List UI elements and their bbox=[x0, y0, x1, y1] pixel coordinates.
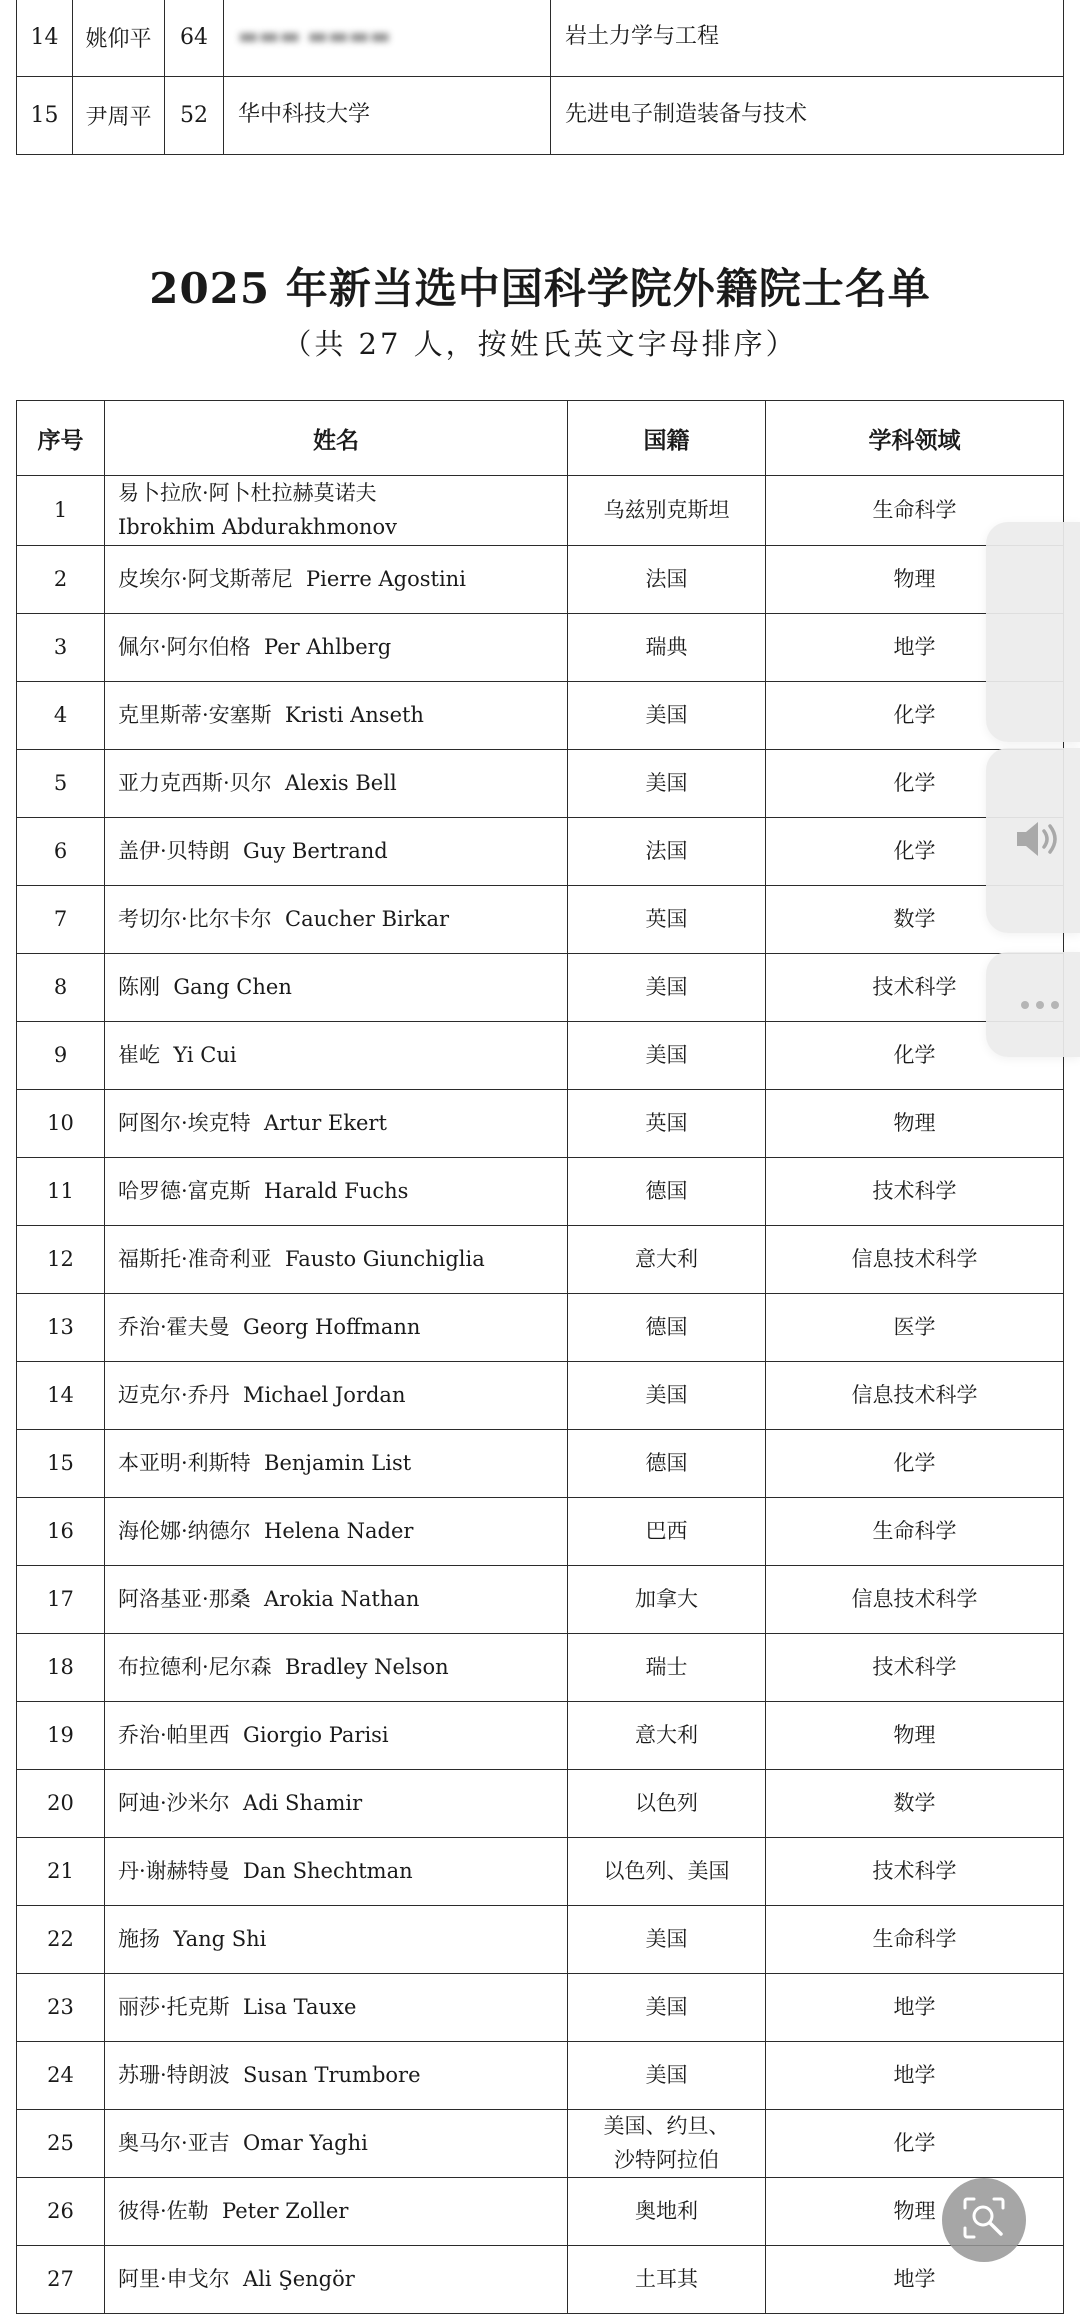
row-name bbox=[105, 750, 568, 818]
name-english: Gang Chen bbox=[173, 974, 292, 999]
name-english: Yang Shi bbox=[173, 1926, 267, 1951]
row-field: 信息技术科学 bbox=[766, 1566, 1064, 1634]
row-nationality: 英国 bbox=[568, 1090, 766, 1158]
row-name bbox=[105, 954, 568, 1022]
table-row bbox=[17, 476, 1064, 546]
name-chinese: 阿迪·沙米尔 bbox=[118, 1790, 230, 1815]
row-no: 19 bbox=[17, 1702, 105, 1770]
name-chinese: 陈刚 bbox=[118, 974, 160, 999]
row-name bbox=[105, 2110, 568, 2178]
name-chinese: 阿洛基亚·那桑 bbox=[118, 1586, 251, 1611]
name-english: Artur Ekert bbox=[264, 1110, 387, 1135]
table-row bbox=[17, 2246, 1064, 2314]
row-name: 姚仰平 bbox=[73, 0, 165, 77]
header-name: 姓名 bbox=[105, 401, 568, 476]
row-nationality: 美国 bbox=[568, 1974, 766, 2042]
row-nationality: 以色列、美国 bbox=[568, 1838, 766, 1906]
row-name bbox=[105, 1566, 568, 1634]
row-field: 化学 bbox=[766, 1022, 1064, 1090]
row-name bbox=[105, 1362, 568, 1430]
table-row bbox=[17, 1566, 1064, 1634]
row-name bbox=[105, 1974, 568, 2042]
name-chinese: 本亚明·利斯特 bbox=[118, 1450, 251, 1475]
name-chinese: 苏珊·特朗波 bbox=[118, 2062, 230, 2087]
table-row bbox=[17, 1158, 1064, 1226]
row-field: 物理 bbox=[766, 1090, 1064, 1158]
name-english: Michael Jordan bbox=[243, 1382, 406, 1407]
row-field: 地学 bbox=[766, 1974, 1064, 2042]
row-nationality: 美国 bbox=[568, 1906, 766, 1974]
row-nationality: 奥地利 bbox=[568, 2178, 766, 2246]
table-row bbox=[17, 886, 1064, 954]
row-field: 化学 bbox=[766, 1430, 1064, 1498]
table-row bbox=[17, 954, 1064, 1022]
row-no: 4 bbox=[17, 682, 105, 750]
name-english: Kristi Anseth bbox=[285, 702, 424, 727]
row-name bbox=[105, 614, 568, 682]
row-no: 5 bbox=[17, 750, 105, 818]
header-nationality: 国籍 bbox=[568, 401, 766, 476]
name-chinese: 丽莎·托克斯 bbox=[118, 1994, 230, 2019]
name-chinese: 福斯托·准奇利亚 bbox=[118, 1246, 272, 1271]
table-row bbox=[17, 1770, 1064, 1838]
row-nationality: 美国、约旦、沙特阿拉伯 bbox=[568, 2110, 766, 2178]
table-row bbox=[17, 1362, 1064, 1430]
name-english: Ibrokhim Abdurakhmonov bbox=[118, 514, 397, 539]
name-english: Dan Shechtman bbox=[243, 1858, 413, 1883]
row-field: 医学 bbox=[766, 1294, 1064, 1362]
row-no: 15 bbox=[17, 77, 73, 155]
row-nationality: 瑞典 bbox=[568, 614, 766, 682]
table-row bbox=[17, 1974, 1064, 2042]
row-field: 化学 bbox=[766, 818, 1064, 886]
more-options-button[interactable] bbox=[986, 952, 1080, 1057]
row-unit-redacted: ▬▬▬ ▬▬▬▬ bbox=[224, 0, 551, 77]
more-dots-icon bbox=[1007, 1001, 1059, 1009]
row-field: 化学 bbox=[766, 750, 1064, 818]
row-nationality: 法国 bbox=[568, 818, 766, 886]
row-no: 9 bbox=[17, 1022, 105, 1090]
row-name: 尹周平 bbox=[73, 77, 165, 155]
row-no: 1 bbox=[17, 476, 105, 546]
row-field: 生命科学 bbox=[766, 1498, 1064, 1566]
table-row bbox=[17, 546, 1064, 614]
name-english: Alexis Bell bbox=[285, 770, 397, 795]
row-no: 26 bbox=[17, 2178, 105, 2246]
row-name bbox=[105, 1838, 568, 1906]
page-title: 2025 年新当选中国科学院外籍院士名单 bbox=[149, 264, 931, 313]
row-nationality: 德国 bbox=[568, 1158, 766, 1226]
row-nationality: 英国 bbox=[568, 886, 766, 954]
table-row bbox=[17, 2178, 1064, 2246]
name-chinese: 施扬 bbox=[118, 1926, 160, 1951]
row-age: 64 bbox=[165, 0, 224, 77]
row-no: 18 bbox=[17, 1634, 105, 1702]
read-aloud-button[interactable] bbox=[986, 748, 1080, 933]
image-search-button[interactable] bbox=[942, 2178, 1026, 2262]
name-english: Benjamin List bbox=[264, 1450, 412, 1475]
header-field: 学科领域 bbox=[766, 401, 1064, 476]
row-no: 20 bbox=[17, 1770, 105, 1838]
header-no: 序号 bbox=[17, 401, 105, 476]
row-nationality: 以色列 bbox=[568, 1770, 766, 1838]
name-chinese: 崔屹 bbox=[118, 1042, 160, 1067]
name-chinese: 迈克尔·乔丹 bbox=[118, 1382, 230, 1407]
row-no: 27 bbox=[17, 2246, 105, 2314]
table-row bbox=[17, 0, 1064, 77]
row-no: 14 bbox=[17, 0, 73, 77]
row-name bbox=[105, 1022, 568, 1090]
row-name bbox=[105, 1702, 568, 1770]
row-field: 物理 bbox=[766, 1702, 1064, 1770]
row-nationality: 意大利 bbox=[568, 1702, 766, 1770]
name-chinese: 乔治·帕里西 bbox=[118, 1722, 230, 1747]
row-name bbox=[105, 1634, 568, 1702]
table-header-row bbox=[17, 401, 1064, 476]
name-english: Susan Trumbore bbox=[243, 2062, 421, 2087]
row-field: 生命科学 bbox=[766, 1906, 1064, 1974]
name-chinese: 皮埃尔·阿戈斯蒂尼 bbox=[118, 566, 293, 591]
row-name bbox=[105, 886, 568, 954]
row-nationality: 美国 bbox=[568, 2042, 766, 2110]
name-english: Per Ahlberg bbox=[264, 634, 392, 659]
name-english: Pierre Agostini bbox=[306, 566, 466, 591]
row-field: 信息技术科学 bbox=[766, 1362, 1064, 1430]
name-chinese: 亚力克西斯·贝尔 bbox=[118, 770, 272, 795]
row-age: 52 bbox=[165, 77, 224, 155]
name-chinese: 克里斯蒂·安塞斯 bbox=[118, 702, 272, 727]
row-field: 地学 bbox=[766, 2246, 1064, 2314]
row-field: 技术科学 bbox=[766, 954, 1064, 1022]
row-field: 物理 bbox=[766, 2178, 1064, 2246]
name-english: Ali Şengör bbox=[243, 2267, 355, 2292]
name-chinese: 阿里·申戈尔 bbox=[118, 2267, 230, 2292]
row-field: 技术科学 bbox=[766, 1158, 1064, 1226]
image-search-icon bbox=[961, 2195, 1007, 2245]
table-row bbox=[17, 750, 1064, 818]
name-english: Guy Bertrand bbox=[243, 838, 388, 863]
page-subtitle: （共 27 人，按姓氏英文字母排序） bbox=[282, 327, 798, 361]
row-name bbox=[105, 2042, 568, 2110]
table-row bbox=[17, 682, 1064, 750]
row-nationality: 意大利 bbox=[568, 1226, 766, 1294]
row-nationality: 美国 bbox=[568, 1362, 766, 1430]
row-nationality: 美国 bbox=[568, 750, 766, 818]
table-row bbox=[17, 1838, 1064, 1906]
name-english: Fausto Giunchiglia bbox=[285, 1246, 485, 1271]
name-chinese: 奥马尔·亚吉 bbox=[118, 2130, 230, 2155]
row-name bbox=[105, 1498, 568, 1566]
name-chinese: 丹·谢赫特曼 bbox=[118, 1858, 230, 1883]
table-row bbox=[17, 2042, 1064, 2110]
table-row bbox=[17, 1090, 1064, 1158]
academicians-table bbox=[16, 400, 1064, 2314]
row-no: 16 bbox=[17, 1498, 105, 1566]
row-field: 信息技术科学 bbox=[766, 1226, 1064, 1294]
table-row bbox=[17, 818, 1064, 886]
name-english: Harald Fuchs bbox=[264, 1178, 409, 1203]
row-no: 14 bbox=[17, 1362, 105, 1430]
row-name bbox=[105, 1226, 568, 1294]
row-nationality: 瑞士 bbox=[568, 1634, 766, 1702]
row-name bbox=[105, 1430, 568, 1498]
row-no: 10 bbox=[17, 1090, 105, 1158]
row-nationality: 美国 bbox=[568, 1022, 766, 1090]
name-english: Lisa Tauxe bbox=[243, 1994, 357, 2019]
row-name bbox=[105, 1770, 568, 1838]
row-name bbox=[105, 546, 568, 614]
table-row bbox=[17, 2110, 1064, 2178]
name-english: Adi Shamir bbox=[243, 1790, 363, 1815]
table-body bbox=[17, 476, 1064, 2314]
name-chinese: 阿图尔·埃克特 bbox=[118, 1110, 251, 1135]
name-english: Peter Zoller bbox=[222, 2199, 349, 2224]
table-row bbox=[17, 614, 1064, 682]
row-field: 数学 bbox=[766, 1770, 1064, 1838]
row-no: 2 bbox=[17, 546, 105, 614]
row-no: 17 bbox=[17, 1566, 105, 1634]
name-chinese: 佩尔·阿尔伯格 bbox=[118, 634, 251, 659]
row-name bbox=[105, 1090, 568, 1158]
row-no: 25 bbox=[17, 2110, 105, 2178]
name-english: Bradley Nelson bbox=[285, 1654, 449, 1679]
speaker-icon bbox=[1011, 816, 1061, 866]
row-field: 生命科学 bbox=[766, 476, 1064, 546]
row-nationality: 法国 bbox=[568, 546, 766, 614]
name-english: Yi Cui bbox=[173, 1042, 237, 1067]
row-no: 13 bbox=[17, 1294, 105, 1362]
row-field: 地学 bbox=[766, 2042, 1064, 2110]
side-scroll-panel[interactable] bbox=[986, 522, 1080, 742]
row-no: 21 bbox=[17, 1838, 105, 1906]
table-row bbox=[17, 1430, 1064, 1498]
row-field: 技术科学 bbox=[766, 1634, 1064, 1702]
row-field: 先进电子制造装备与技术 bbox=[551, 77, 1064, 155]
row-nationality: 巴西 bbox=[568, 1498, 766, 1566]
row-name bbox=[105, 1158, 568, 1226]
table-row bbox=[17, 1498, 1064, 1566]
name-english: Georg Hoffmann bbox=[243, 1314, 421, 1339]
table-row bbox=[17, 1294, 1064, 1362]
row-no: 24 bbox=[17, 2042, 105, 2110]
row-name bbox=[105, 682, 568, 750]
row-field: 化学 bbox=[766, 2110, 1064, 2178]
row-unit: 华中科技大学 bbox=[224, 77, 551, 155]
row-no: 7 bbox=[17, 886, 105, 954]
row-field: 技术科学 bbox=[766, 1838, 1064, 1906]
row-field: 岩土力学与工程 bbox=[551, 0, 1064, 77]
row-nationality: 土耳其 bbox=[568, 2246, 766, 2314]
name-chinese: 海伦娜·纳德尔 bbox=[118, 1518, 251, 1543]
name-chinese: 考切尔·比尔卡尔 bbox=[118, 906, 272, 931]
row-no: 22 bbox=[17, 1906, 105, 1974]
name-english: Helena Nader bbox=[264, 1518, 414, 1543]
name-english: Arokia Nathan bbox=[264, 1586, 420, 1611]
row-no: 11 bbox=[17, 1158, 105, 1226]
row-nationality: 乌兹别克斯坦 bbox=[568, 476, 766, 546]
table-row bbox=[17, 1906, 1064, 1974]
row-nationality: 德国 bbox=[568, 1294, 766, 1362]
name-english: Omar Yaghi bbox=[243, 2130, 368, 2155]
row-no: 23 bbox=[17, 1974, 105, 2042]
table-row bbox=[17, 1226, 1064, 1294]
row-no: 15 bbox=[17, 1430, 105, 1498]
row-field: 化学 bbox=[766, 682, 1064, 750]
row-name bbox=[105, 476, 568, 546]
row-field: 数学 bbox=[766, 886, 1064, 954]
row-name bbox=[105, 1294, 568, 1362]
previous-list-table bbox=[16, 0, 1064, 155]
name-chinese: 乔治·霍夫曼 bbox=[118, 1314, 230, 1339]
name-chinese: 哈罗德·富克斯 bbox=[118, 1178, 251, 1203]
row-name bbox=[105, 1906, 568, 1974]
row-name bbox=[105, 818, 568, 886]
table-row bbox=[17, 1702, 1064, 1770]
row-no: 8 bbox=[17, 954, 105, 1022]
table-row bbox=[17, 1634, 1064, 1702]
row-name bbox=[105, 2246, 568, 2314]
name-chinese: 易卜拉欣·阿卜杜拉赫莫诺夫 bbox=[118, 481, 377, 505]
row-field: 物理 bbox=[766, 546, 1064, 614]
name-english: Giorgio Parisi bbox=[243, 1722, 389, 1747]
row-no: 12 bbox=[17, 1226, 105, 1294]
name-chinese: 布拉德利·尼尔森 bbox=[118, 1654, 272, 1679]
name-english: Caucher Birkar bbox=[285, 906, 450, 931]
row-name bbox=[105, 2178, 568, 2246]
row-no: 3 bbox=[17, 614, 105, 682]
table-row bbox=[17, 77, 1064, 155]
row-field: 地学 bbox=[766, 614, 1064, 682]
table-row bbox=[17, 1022, 1064, 1090]
row-nationality: 加拿大 bbox=[568, 1566, 766, 1634]
row-nationality: 美国 bbox=[568, 682, 766, 750]
row-nationality: 德国 bbox=[568, 1430, 766, 1498]
name-chinese: 盖伊·贝特朗 bbox=[118, 838, 230, 863]
row-no: 6 bbox=[17, 818, 105, 886]
row-nationality: 美国 bbox=[568, 954, 766, 1022]
name-chinese: 彼得·佐勒 bbox=[118, 2199, 209, 2224]
